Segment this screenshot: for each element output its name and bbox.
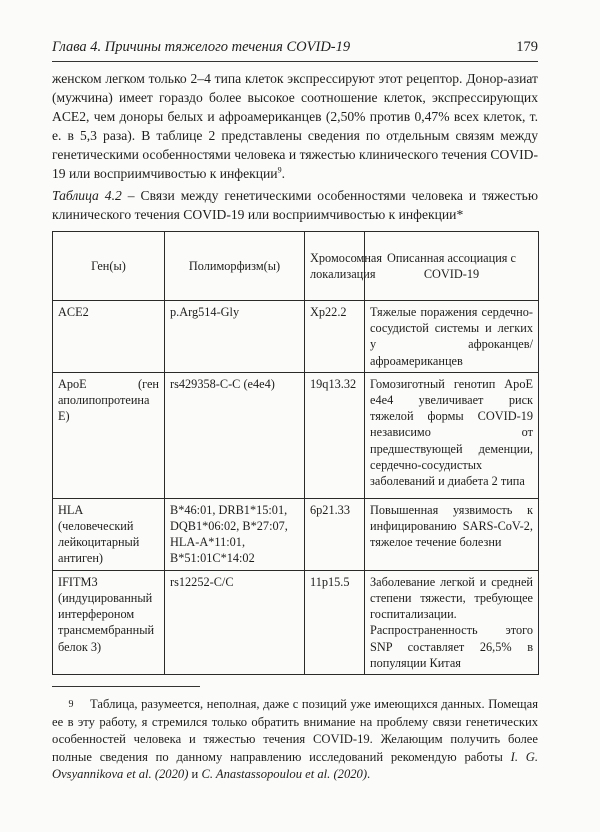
cell-location: 19q13.32 bbox=[305, 372, 365, 498]
header-rule bbox=[52, 61, 538, 62]
cell-association: Повышенная уязвимость к инфицированию SARS-CoV-2, тяжелое течение болезни bbox=[365, 498, 539, 570]
caption-text: – Связи между генетическими особенностями человека и тяжестью клинического течения COVID-19 или восприимчивостью к инфекции* bbox=[52, 188, 538, 222]
page-number: 179 bbox=[516, 39, 538, 55]
cell-location: 11p15.5 bbox=[305, 570, 365, 674]
cell-location: 6p21.33 bbox=[305, 498, 365, 570]
cell-polymorphism: p.Arg514-Gly bbox=[165, 301, 305, 373]
footnote-reference-1: I. G. Ovsyannikova et al. (2020) bbox=[52, 749, 539, 782]
footnote bbox=[52, 696, 538, 784]
association-text: Заболевание легкой и средней степени тяжести, требующее госпитализации. bbox=[370, 574, 533, 622]
footnote-text-a: Таблица, разумеется, неполная, даже с позиций уже имеющихся данных. Помещая ее в эту работу, я стремился только обратить внимание на проблему связи генетических особенностей человека и тяжестью течения COVID-19. Желающим получить более полные сведения по данному направлению исследований рекомендую работы bbox=[52, 697, 538, 764]
cell-location: Xp22.2 bbox=[305, 301, 365, 373]
chapter-title: Глава 4. Причины тяжелого течения COVID-19 bbox=[52, 39, 351, 55]
cell-gene: IFITM3 (индуцированный интерфероном трансмембранный белок 3) bbox=[53, 570, 165, 674]
table-row bbox=[53, 570, 539, 674]
footnote-reference[interactable]: 9 bbox=[277, 165, 282, 174]
table-caption bbox=[52, 186, 538, 224]
gene-association-table bbox=[52, 231, 539, 675]
col-header-association: Описанная ассоциация с COVID-19 bbox=[365, 232, 539, 301]
paragraph-text: женском легком только 2–4 типа клеток экспрессируют этот рецептор. Донор-азиат (мужчина) имеет гораздо более высокое соотношение клеток, экспрессирующих ACE2, чем доноры белых и афроамериканцев (2,50% против 0,47% всех клеток, т. е. в 5,3 раза). В таблице 2 представлены сведения по отдельным связям между генетическими особенностями человека и тяжестью клинического течения COVID-19 или восприимчивостью к инфекции bbox=[52, 71, 538, 181]
association-extra-text: Распространенность этого SNP составляет 26,5% в популяции Китая bbox=[370, 623, 533, 670]
table-row bbox=[53, 372, 539, 498]
caption-label: Таблица 4.2 bbox=[52, 188, 122, 203]
cell-polymorphism: rs429358-C-C (e4e4) bbox=[165, 372, 305, 498]
cell-polymorphism: rs12252-C/C bbox=[165, 570, 305, 674]
cell-association: Гомозиготный генотип ApoE e4e4 увеличивает риск тяжелой формы COVID-19 независимо от предшествующей деменции, сердечно-сосудистых заболеваний и диабета 2 типа bbox=[365, 372, 539, 498]
col-header-gene: Ген(ы) bbox=[53, 232, 165, 301]
running-header bbox=[52, 36, 538, 58]
cell-association: Тяжелые поражения сердечно-сосудистой системы и легких у афроканцев/афроамериканцев bbox=[365, 301, 539, 373]
col-header-polymorphism: Полиморфизм(ы) bbox=[165, 232, 305, 301]
cell-association bbox=[365, 570, 539, 674]
footnote-mark: 9 bbox=[68, 699, 74, 710]
footnote-reference-2: C. Anastassopoulou et al. (2020) bbox=[201, 767, 368, 782]
cell-gene: ApoE (ген аполипопротеина E) bbox=[53, 372, 165, 498]
cell-polymorphism: B*46:01, DRB1*15:01, DQB1*06:02, B*27:07, HLA-A*11:01, B*51:01C*14:02 bbox=[165, 498, 305, 570]
footnote-text-b: и bbox=[188, 767, 202, 782]
table-row bbox=[53, 498, 539, 570]
table-row bbox=[53, 301, 539, 373]
col-header-location: Хромосомная локализация bbox=[305, 232, 365, 301]
footnote-rule bbox=[52, 686, 200, 687]
cell-gene: HLA (человеческий лейкоцитарный антиген) bbox=[53, 498, 165, 570]
footnote-text-c: . bbox=[367, 767, 371, 782]
cell-gene: ACE2 bbox=[53, 301, 165, 373]
body-paragraph: женском легком только 2–4 типа клеток экспрессируют этот рецептор. Донор-азиат (мужчина) имеет гораздо более высокое соотношение клеток, экспрессирующих ACE2, чем доноры белых и афроамериканцев (2,50% против 0,47% всех клеток, т. е. в 5,3 раза). В таблице 2 представлены сведения по отдельным связям между генетическими особенностями человека и тяжестью клинического течения COVID-19 или восприимчивостью к инфекции$^9$. bbox=[52, 71, 538, 181]
table-header-row bbox=[53, 232, 539, 301]
